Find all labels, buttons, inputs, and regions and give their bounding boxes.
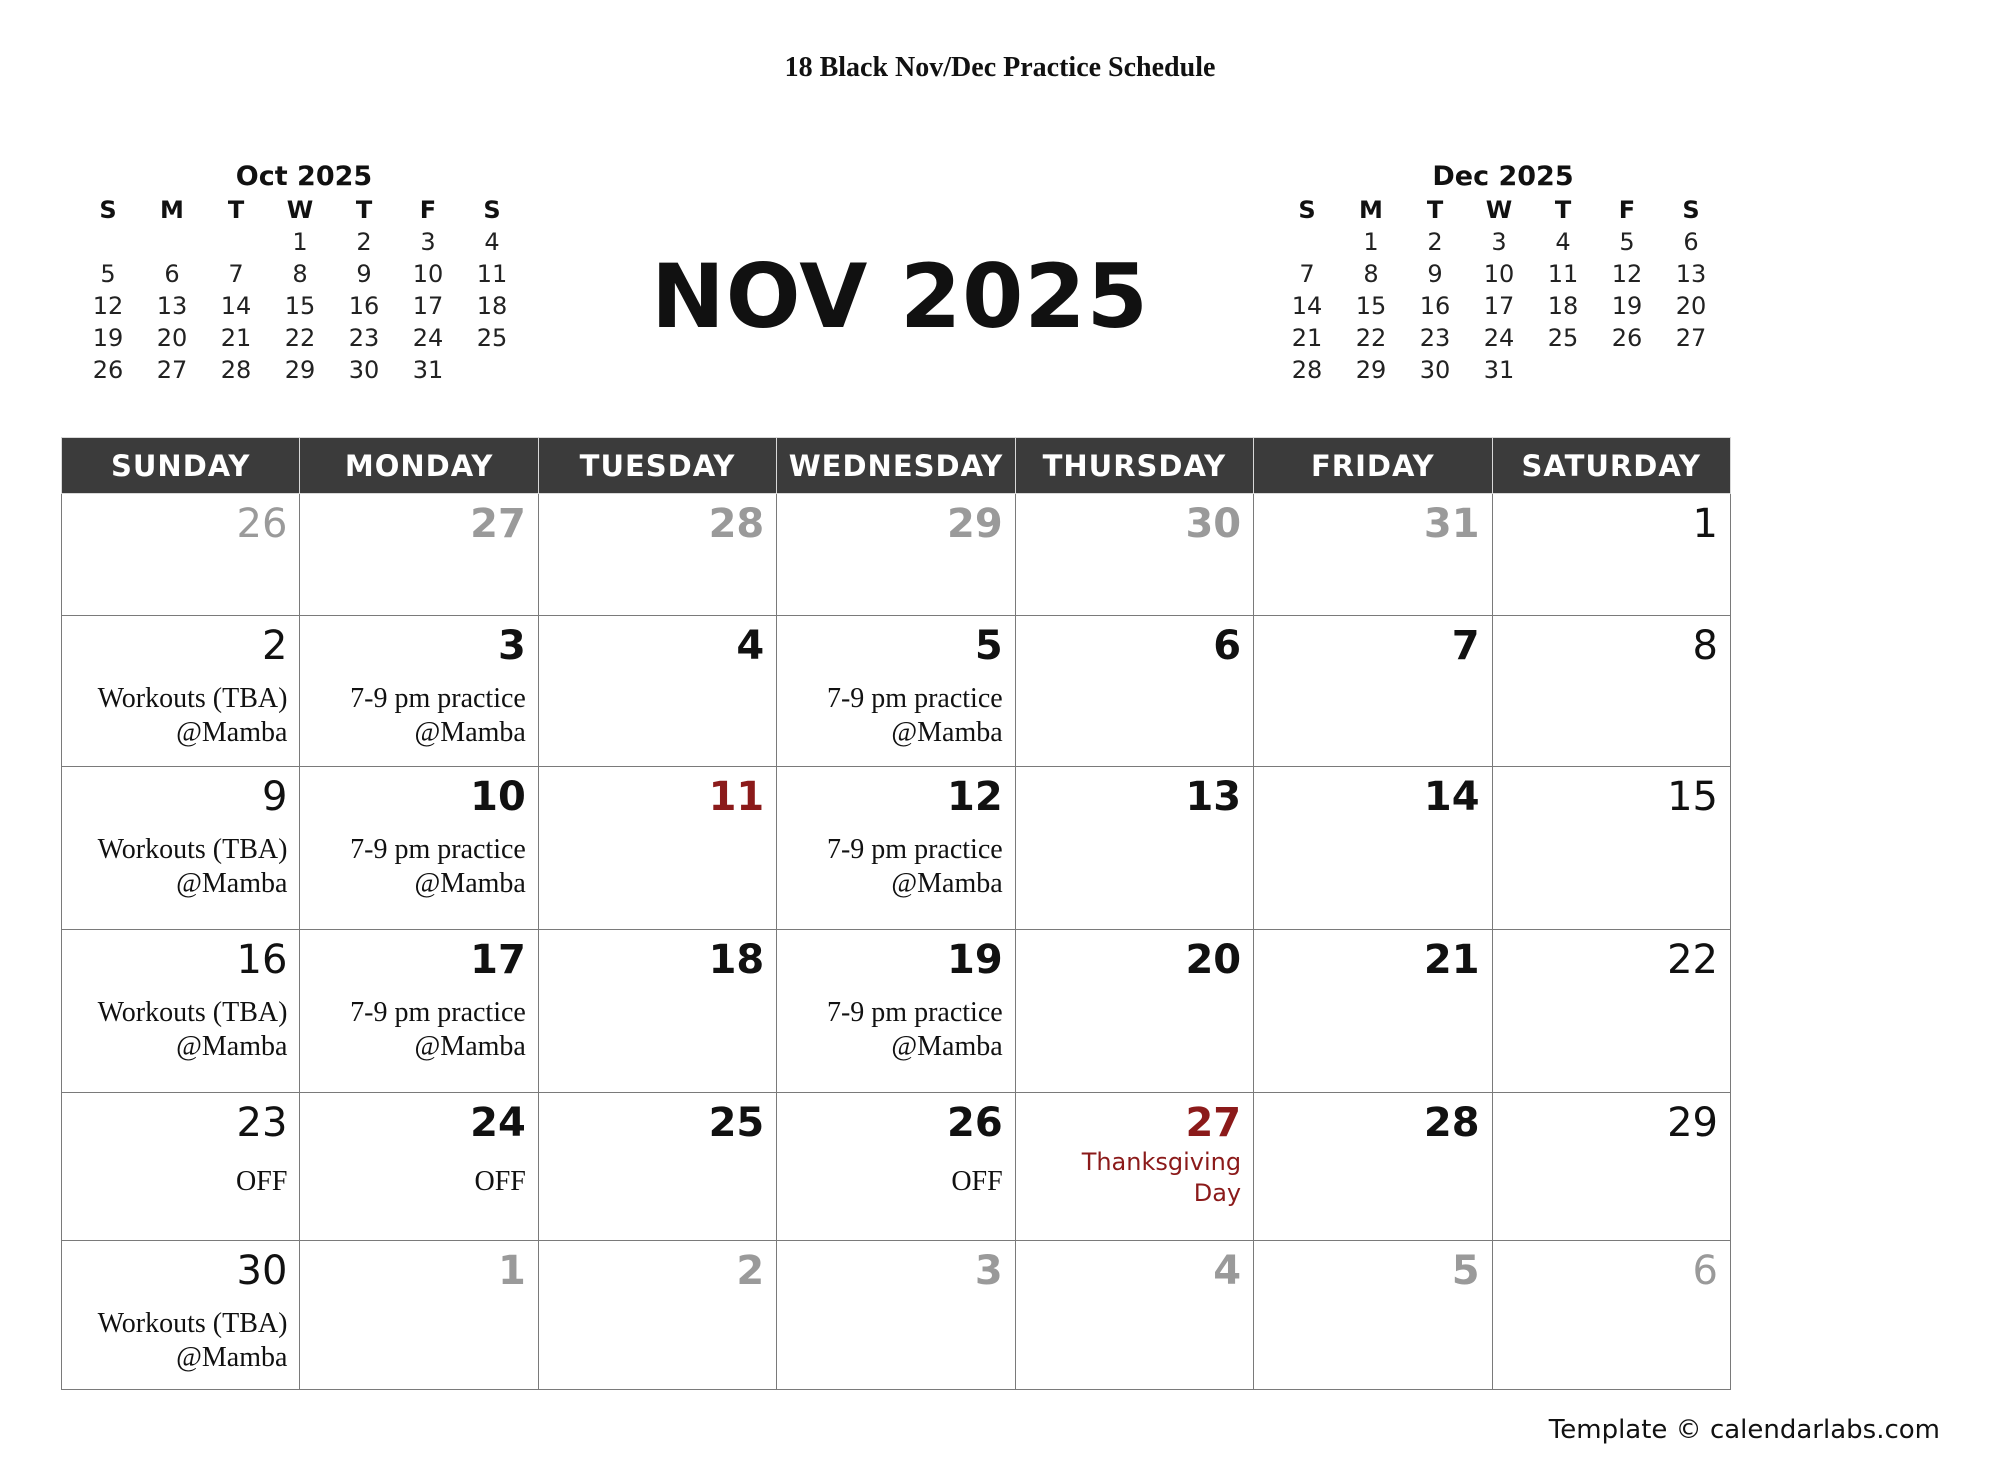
day-cell[interactable] [777,930,1015,1093]
day-number: 29 [1667,1100,1718,1146]
event-note-line: @Mamba [176,717,288,748]
mini-calendar-grid [76,194,532,386]
mini-day-cell: 10 [1483,260,1515,288]
mini-day-cell: 6 [1683,228,1699,256]
mini-calendar-title: Dec 2025 [1432,161,1574,192]
event-note [74,1307,287,1375]
mini-day-cell: 15 [284,292,316,320]
day-cell[interactable] [62,930,300,1093]
mini-day-cell: 12 [92,292,124,320]
event-note-line: 7-9 pm practice [826,834,1003,865]
day-cell[interactable] [538,616,776,767]
event-note [312,682,525,750]
mini-day-cell: 8 [292,260,308,288]
day-cell[interactable] [300,494,538,616]
day-number: 26 [236,501,288,547]
weekday-header-friday: FRIDAY [1254,438,1492,494]
mini-day-cell: 9 [1427,260,1443,288]
day-number: 13 [1185,774,1242,820]
mini-day-cell: 14 [220,292,252,320]
event-note [74,1165,287,1199]
day-number: 12 [947,774,1003,820]
day-cell[interactable] [1254,767,1492,930]
mini-weekday-label: M [1359,196,1383,224]
event-note [312,1165,525,1199]
event-note-line: @Mamba [414,717,526,748]
day-number: 1 [1692,501,1718,547]
mini-day-cell: 23 [1419,324,1451,352]
day-cell[interactable] [1492,1241,1730,1390]
mini-day-cell: 22 [1355,324,1387,352]
event-note-line: 7-9 pm practice [826,997,1003,1028]
mini-weekday-label: W [286,196,314,224]
event-note-line: OFF [951,1166,1003,1197]
mini-day-cell: 25 [476,324,508,352]
day-cell[interactable] [538,930,776,1093]
day-number: 2 [261,623,288,669]
event-note-line: @Mamba [176,1031,288,1062]
mini-day-cell: 3 [1491,228,1507,256]
day-number: 11 [708,774,765,820]
day-number: 5 [1451,1248,1480,1294]
mini-day-cell: 23 [348,324,380,352]
day-cell[interactable] [777,767,1015,930]
day-cell[interactable] [62,767,300,930]
day-number: 24 [470,1100,526,1146]
event-note-line: @Mamba [891,868,1003,899]
day-cell[interactable] [1015,1093,1253,1241]
mini-weekday-label: S [483,196,501,224]
mini-day-cell: 11 [476,260,508,288]
day-number: 14 [1423,774,1480,820]
day-number: 3 [498,623,526,669]
day-cell[interactable] [1492,1093,1730,1241]
mini-day-cell: 29 [284,356,316,384]
event-note-line: 7-9 pm practice [350,997,526,1028]
day-number: 1 [498,1248,526,1294]
mini-day-cell: 21 [1291,324,1323,352]
day-cell[interactable] [62,494,300,616]
event-note-line: Workouts (TBA) [97,834,288,865]
mini-weekday-label: M [160,196,184,224]
mini-day-cell: 8 [1363,260,1379,288]
mini-day-cell: 19 [1611,292,1643,320]
mini-day-cell [204,226,268,258]
mini-weekday-label: S [99,196,117,224]
mini-weekday-label: W [1485,196,1513,224]
day-number: 9 [261,774,288,820]
day-cell[interactable] [538,767,776,930]
day-cell[interactable] [300,1241,538,1390]
event-note [74,833,287,901]
mini-day-cell: 15 [1355,292,1387,320]
day-cell[interactable] [62,1093,300,1241]
event-note [312,996,525,1064]
day-cell[interactable] [1015,494,1253,616]
mini-day-cell: 24 [412,324,444,352]
mini-day-cell: 31 [1483,356,1515,384]
mini-day-cell: 18 [1547,292,1579,320]
day-number: 29 [947,501,1003,547]
holiday-label-line: Day [1193,1179,1242,1207]
mini-day-cell: 6 [164,260,180,288]
mini-day-cell: 10 [412,260,444,288]
event-note-line: Workouts (TBA) [97,683,288,714]
event-note [74,996,287,1064]
mini-day-cell [1659,354,1723,386]
mini-day-cell: 28 [220,356,252,384]
document-title: 18 Black Nov/Dec Practice Schedule [784,52,1216,83]
weekday-header-sunday: SUNDAY [62,438,300,494]
day-number: 16 [236,937,288,983]
event-note-line: 7-9 pm practice [350,834,526,865]
day-number: 23 [236,1100,288,1146]
month-calendar-table [61,437,1731,1390]
event-note [789,996,1002,1064]
mini-day-cell: 31 [412,356,444,384]
mini-day-cell [1275,226,1339,258]
mini-day-cell: 7 [228,260,244,288]
week-row [62,616,1731,767]
weekday-header-saturday: SATURDAY [1492,438,1730,494]
event-note-line: OFF [236,1166,288,1197]
day-cell[interactable] [300,616,538,767]
day-cell[interactable] [1015,1241,1253,1390]
day-cell[interactable] [300,1093,538,1241]
mini-day-cell: 11 [1547,260,1579,288]
mini-day-cell: 20 [156,324,188,352]
event-note-line: 7-9 pm practice [826,683,1003,714]
day-cell[interactable] [1492,767,1730,930]
mini-day-cell: 29 [1355,356,1387,384]
mini-day-cell: 5 [100,260,116,288]
mini-day-cell: 16 [1419,292,1451,320]
weekday-header-thursday: THURSDAY [1015,438,1253,494]
day-number: 27 [1185,1100,1242,1146]
day-number: 30 [1185,501,1242,547]
mini-weekday-label: T [1554,196,1572,224]
mini-day-cell: 13 [156,292,188,320]
event-note-line: @Mamba [176,1342,288,1373]
mini-day-cell: 28 [1291,356,1323,384]
day-number: 6 [1213,623,1242,669]
day-cell[interactable] [1254,930,1492,1093]
day-cell[interactable] [1015,930,1253,1093]
mini-day-cell: 12 [1611,260,1643,288]
week-row [62,1093,1731,1241]
mini-day-cell [1595,354,1659,386]
event-note-line: Workouts (TBA) [97,1308,288,1339]
mini-day-cell: 17 [1483,292,1515,320]
mini-calendar-grid [1275,194,1731,386]
mini-day-cell: 21 [220,324,252,352]
mini-day-cell: 4 [1555,228,1571,256]
day-number: 20 [1185,937,1242,983]
mini-day-cell: 25 [1547,324,1579,352]
day-number: 19 [947,937,1003,983]
day-number: 7 [1451,623,1480,669]
day-cell[interactable] [62,616,300,767]
day-cell[interactable] [1254,1241,1492,1390]
mini-day-cell: 26 [92,356,124,384]
week-row [62,930,1731,1093]
mini-day-cell: 13 [1675,260,1707,288]
day-cell[interactable] [1492,616,1730,767]
day-cell[interactable] [300,930,538,1093]
mini-day-cell: 30 [348,356,380,384]
mini-day-cell: 27 [1675,324,1707,352]
template-credit: Template © calendarlabs.com [1548,1415,1940,1445]
mini-day-cell: 4 [484,228,500,256]
day-cell[interactable] [538,1241,776,1390]
event-note-line: @Mamba [414,1031,526,1062]
day-cell[interactable] [538,494,776,616]
event-note [789,682,1002,750]
day-number: 30 [236,1248,288,1294]
holiday-label-line: Thanksgiving [1081,1148,1242,1176]
weekday-header-wednesday: WEDNESDAY [777,438,1015,494]
day-number: 31 [1423,501,1480,547]
day-number: 10 [470,774,526,820]
day-number: 25 [708,1100,765,1146]
weekday-header-tuesday: TUESDAY [538,438,776,494]
day-number: 3 [974,1248,1003,1294]
mini-day-cell: 5 [1619,228,1635,256]
mini-day-cell: 16 [348,292,380,320]
mini-calendar-oct [76,160,532,386]
day-cell[interactable] [1254,1093,1492,1241]
day-number: 28 [708,501,765,547]
mini-day-cell: 19 [92,324,124,352]
mini-day-cell: 22 [284,324,316,352]
event-note-line: @Mamba [414,868,526,899]
mini-day-cell [76,226,140,258]
day-number: 27 [470,501,526,547]
weekday-header-row [62,438,1731,494]
mini-day-cell: 27 [156,356,188,384]
mini-weekday-label: S [1682,196,1700,224]
day-number: 17 [470,937,526,983]
mini-day-cell: 24 [1483,324,1515,352]
mini-day-cell: 18 [476,292,508,320]
day-number: 18 [708,937,765,983]
event-note [74,682,287,750]
day-cell[interactable] [1492,494,1730,616]
mini-day-cell [460,354,524,386]
month-title: NOV 2025 [651,245,1149,348]
event-note-line: @Mamba [891,717,1003,748]
mini-day-cell: 7 [1299,260,1315,288]
day-cell[interactable] [1015,767,1253,930]
mini-day-cell: 20 [1675,292,1707,320]
mini-day-cell [1531,354,1595,386]
weekday-header-monday: MONDAY [300,438,538,494]
mini-calendar-dec [1275,160,1731,386]
mini-weekday-label: S [1298,196,1316,224]
day-cell[interactable] [1492,930,1730,1093]
mini-weekday-label: T [355,196,373,224]
mini-weekday-label: F [419,196,437,224]
mini-day-cell: 2 [356,228,372,256]
week-row [62,494,1731,616]
event-note [312,833,525,901]
day-cell[interactable] [538,1093,776,1241]
day-number: 8 [1692,623,1718,669]
mini-day-cell: 2 [1427,228,1443,256]
day-cell[interactable] [1254,616,1492,767]
day-number: 2 [736,1248,765,1294]
mini-day-cell: 1 [292,228,308,256]
mini-weekday-label: T [227,196,245,224]
day-number: 22 [1667,937,1718,983]
mini-day-cell: 17 [412,292,444,320]
day-number: 21 [1423,937,1480,983]
event-note-line: 7-9 pm practice [350,683,526,714]
day-cell[interactable] [777,494,1015,616]
event-note [789,833,1002,901]
day-cell[interactable] [777,1241,1015,1390]
mini-day-cell: 30 [1419,356,1451,384]
day-cell[interactable] [777,1093,1015,1241]
mini-weekday-label: F [1618,196,1636,224]
day-cell[interactable] [1015,616,1253,767]
day-cell[interactable] [62,1241,300,1390]
mini-calendar-title: Oct 2025 [235,161,373,192]
holiday-label [1028,1147,1241,1209]
event-note-line: @Mamba [176,868,288,899]
day-number: 4 [1213,1248,1242,1294]
day-number: 4 [736,623,765,669]
event-note [789,1165,1002,1199]
mini-day-cell: 3 [420,228,436,256]
mini-day-cell: 1 [1363,228,1379,256]
day-number: 26 [947,1100,1003,1146]
day-cell[interactable] [777,616,1015,767]
event-note-line: @Mamba [891,1031,1003,1062]
day-number: 6 [1692,1248,1718,1294]
mini-day-cell: 9 [356,260,372,288]
day-number: 28 [1423,1100,1480,1146]
week-row [62,1241,1731,1390]
mini-day-cell: 14 [1291,292,1323,320]
event-note-line: Workouts (TBA) [97,997,288,1028]
day-cell[interactable] [1254,494,1492,616]
mini-day-cell [140,226,204,258]
week-row [62,767,1731,930]
mini-day-cell: 26 [1611,324,1643,352]
event-note-line: OFF [474,1166,526,1197]
day-cell[interactable] [300,767,538,930]
day-number: 15 [1667,774,1718,820]
mini-weekday-label: T [1426,196,1444,224]
day-number: 5 [974,623,1003,669]
